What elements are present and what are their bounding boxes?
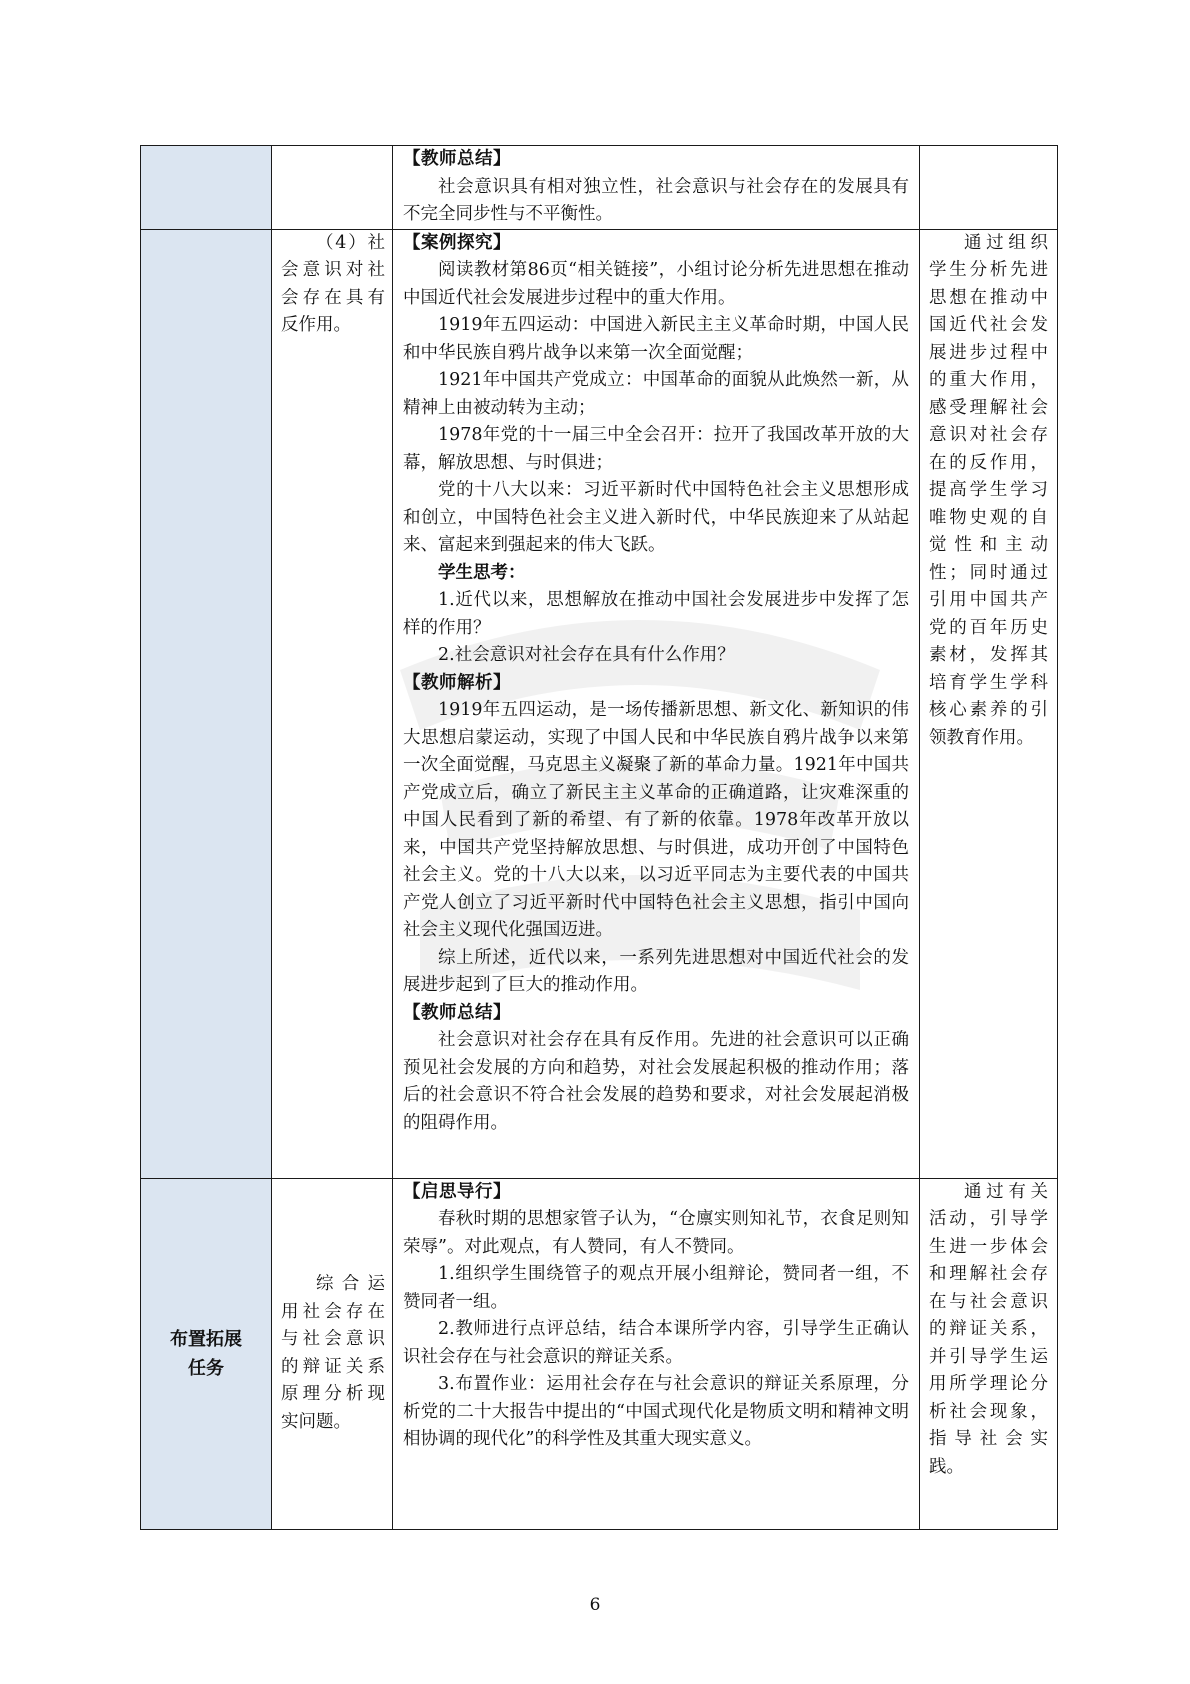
intent-text: 通过组织学生分析先进思想在推动中国近代社会发展进步过程中的重大作用，感受理解社会意识对社会存在的反作用，提高学生学习唯物史观的自觉性和主动性；同时通过引用中国共产党的百年历史素材，发挥其培育学生学科核心素养的引领教育作用。 bbox=[929, 232, 1048, 748]
intent-text: 通过有关活动，引导学生进一步体会和理解社会存在与社会意识的辩证关系，并引导学生运用所学理论分析社会现象，指导社会实践。 bbox=[929, 1181, 1048, 1477]
teacher-summary-text: 社会意识具有相对独立性，社会意识与社会存在的发展具有不完全同步性与不平衡性。 bbox=[403, 176, 909, 224]
page-number: 6 bbox=[589, 1595, 601, 1615]
paragraph: 党的十八大以来：习近平新时代中国特色社会主义思想形成和创立，中国特色社会主义进入新时代，中华民族迎来了从站起来、富起来到强起来的伟大飞跃。 bbox=[403, 480, 909, 555]
intent-cell bbox=[920, 229, 1058, 1178]
stage-cell bbox=[141, 146, 272, 230]
guidance-heading: 【启思导行】 bbox=[403, 1181, 511, 1202]
paragraph: 1978年党的十一届三中全会召开：拉开了我国改革开放的大幕，解放思想、与时俱进； bbox=[403, 425, 909, 473]
case-study-heading: 【案例探究】 bbox=[403, 232, 511, 253]
table-row bbox=[141, 146, 1058, 230]
paragraph: 社会意识对社会存在具有反作用。先进的社会意识可以正确预见社会发展的方向和趋势，对社会发展起积极的推动作用；落后的社会意识不符合社会发展的趋势和要求，对社会发展起消极的阻碍作用。 bbox=[403, 1030, 909, 1133]
paragraph: 1919年五四运动：中国进入新民主主义革命时期，中国人民和中华民族自鸦片战争以来第一次全面觉醒； bbox=[403, 315, 909, 363]
paragraph: 春秋时期的思想家管子认为，“仓廪实则知礼节，衣食足则知荣辱”。对此观点，有人赞同，有人不赞同。 bbox=[403, 1209, 909, 1257]
paragraph: 3.布置作业：运用社会存在与社会意识的辩证关系原理，分析党的二十大报告中提出的“中国式现代化是物质文明和精神文明相协调的现代化”的科学性及其重大现实意义。 bbox=[403, 1374, 909, 1449]
question: 1.近代以来，思想解放在推动中国社会发展进步中发挥了怎样的作用？ bbox=[403, 590, 909, 638]
activity-cell bbox=[393, 146, 920, 230]
lesson-plan-table bbox=[140, 145, 1058, 1530]
topic-text: 综合运用社会存在与社会意识的辩证关系原理分析现实问题。 bbox=[281, 1274, 385, 1432]
table-row bbox=[141, 229, 1058, 1178]
paragraph: 2.教师进行点评总结，结合本课所学内容，引导学生正确认识社会存在与社会意识的辩证关系。 bbox=[403, 1319, 909, 1367]
intent-cell bbox=[920, 1178, 1058, 1529]
stage-cell bbox=[141, 229, 272, 1178]
stage-cell bbox=[141, 1178, 272, 1529]
topic-cell bbox=[272, 146, 393, 230]
topic-text: （4）社会意识对社会存在具有反作用。 bbox=[281, 232, 385, 335]
intent-cell bbox=[920, 146, 1058, 230]
paragraph: 1921年中国共产党成立：中国革命的面貌从此焕然一新，从精神上由被动转为主动； bbox=[403, 370, 909, 418]
stage-label-line: 任务 bbox=[188, 1357, 224, 1379]
activity-cell bbox=[393, 229, 920, 1178]
activity-cell bbox=[393, 1178, 920, 1529]
topic-cell bbox=[272, 1178, 393, 1529]
teacher-analysis-heading: 【教师解析】 bbox=[403, 672, 511, 693]
teacher-summary-heading: 【教师总结】 bbox=[403, 149, 511, 169]
paragraph: 阅读教材第86页“相关链接”，小组讨论分析先进思想在推动中国近代社会发展进步过程中的重大作用。 bbox=[403, 260, 909, 308]
teacher-summary-heading: 【教师总结】 bbox=[403, 1002, 511, 1023]
question: 2.社会意识对社会存在具有什么作用？ bbox=[438, 645, 735, 665]
stage-label-line: 布置拓展 bbox=[170, 1328, 242, 1350]
paragraph: 综上所述，近代以来，一系列先进思想对中国近代社会的发展进步起到了巨大的推动作用。 bbox=[403, 947, 909, 995]
paragraph: 1.组织学生围绕管子的观点开展小组辩论，赞同者一组，不赞同者一组。 bbox=[403, 1264, 909, 1312]
student-think-heading: 学生思考： bbox=[438, 562, 526, 583]
paragraph: 1919年五四运动，是一场传播新思想、新文化、新知识的伟大思想启蒙运动，实现了中国人民和中华民族自鸦片战争以来第一次全面觉醒，马克思主义凝聚了新的革命力量。1921年中国共产党成立后，确立了新民主主义革命的正确道路，让灾难深重的中国人民看到了新的希望、有了新的依靠。1978年改革开放以来，中国共产党坚持解放思想、与时俱进，成功开创了中国特色社会主义。党的十八大以来，以习近平同志为主要代表的中国共产党人创立了习近平新时代中国特色社会主义思想，指引中国向社会主义现代化强国迈进。 bbox=[403, 700, 909, 940]
topic-cell bbox=[272, 229, 393, 1178]
table-row bbox=[141, 1178, 1058, 1529]
